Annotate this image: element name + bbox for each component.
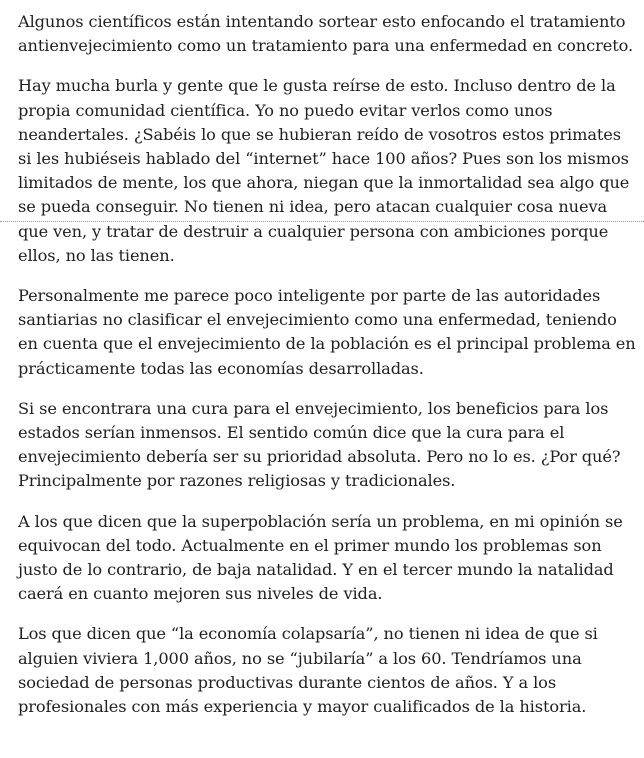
dotted-divider <box>0 221 644 222</box>
paragraph-5: A los que dicen que la superpoblación sería un problema, en mi opinión se equivocan del todo. Actualmente en el primer mundo los problemas son justo de lo contrario, de baja natalidad. Y en el tercer mundo la natalidad caerá en cuanto mejoren sus niveles de vida. <box>18 511 623 604</box>
article-body <box>18 10 638 735</box>
paragraph-3: Personalmente me parece poco inteligente por parte de las autoridades santiarias no clasificar el envejecimiento como una enfermedad, teniendo en cuenta que el envejecimiento de la población es el principal problema en prácticamente todas las economías desarrolladas. <box>18 286 636 378</box>
paragraph-4: Si se encontrara una cura para el envejecimiento, los beneficios para los estados serían inmensos. El sentido común dice que la cura para el envejecimiento debería ser su prioridad absoluta. Pero no lo es. ¿Por qué? Principalmente por razones religiosas y tradicionales. <box>18 398 621 491</box>
paragraph-1: Algunos científicos están intentando sortear esto enfocando el tratamiento antienvejecimiento como un tratamiento para una enfermedad en concreto. <box>18 12 634 56</box>
paragraph-2: Hay mucha burla y gente que le gusta reírse de esto. Incluso dentro de la propia comunidad científica. Yo no puedo evitar verlos como unos neandertales. ¿Sabéis lo que se hubieran reído de vosotros estos primates si les hubiéseis hablado del “internet” hace 100 años? Pues son los mismos limitados de mente, los que ahora, niegan que la inmortalidad sea algo que se pueda conseguir. No tienen ni idea, pero atacan cualquier cosa nueva que ven, y tratar de destruir a cualquier persona con ambiciones porque ellos, no las tienen. <box>18 76 630 265</box>
paragraph-6: Los que dicen que “la economía colapsaría”, no tienen ni idea de que si alguien viviera 1,000 años, no se “jubilaría” a los 60. Tendríamos una sociedad de personas productivas durante cientos de años. Y a los profesionales con más experiencia y mayor cualificados de la historia. <box>18 624 598 717</box>
